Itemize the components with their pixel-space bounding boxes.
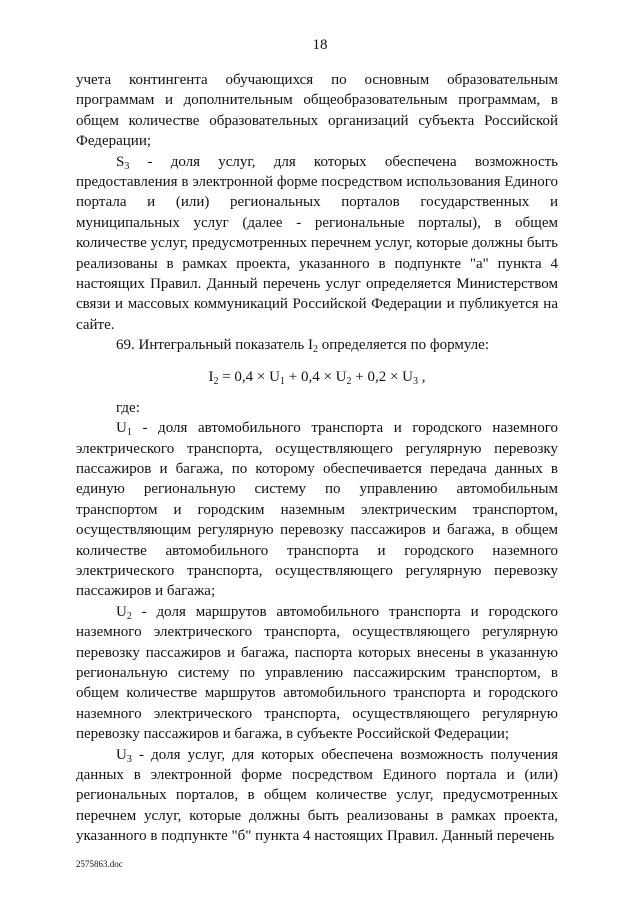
formula-term-3: + 0,2 × U (351, 368, 414, 385)
u3-subscript: 3 (126, 753, 132, 765)
u2-symbol: U (116, 603, 127, 620)
paragraph-69-heading (76, 335, 558, 355)
s3-text: - доля услуг, для которых обеспечена возможность предоставления в электронной форме посредством использования Единого портала и (или) региональных порталов государственных и муниципальных услуг (далее - региональные порталы), в общем количестве услуг, предусмотренных перечнем услуг, которые должны быть реализованы в рамках проекта, указанного в подпункте "а" пункта 4 настоящих Правил. Данный перечень услуг определяется Министерством связи и массовых коммуникаций Российской Федерации и публикуется на сайте. (76, 153, 558, 333)
u1-subscript: 1 (126, 427, 132, 439)
u2-text: - доля маршрутов автомобильного транспорта и городского наземного электрического транспорта, осуществляющего регулярную перевозку пассажиров и багажа, паспорта которых внесены в указанную региональную систему по управлению пассажирским транспортом, в общем количестве маршрутов автомобильного транспорта и городского наземного электрического транспорта, осуществляющего регулярную перевозку пассажиров и багажа, в субъекте Российской Федерации; (76, 603, 558, 743)
p69-before: 69. Интегральный показатель I (116, 337, 313, 354)
paragraph-education-continuation: учета контингента обучающихся по основным образовательным программам и дополнительным общеобразовательным программам, в общем количестве образовательных организаций субъекта Российской Федерации; (76, 72, 558, 150)
formula-i-sub: 2 (213, 375, 219, 387)
paragraph-u2-definition (76, 602, 558, 745)
u3-symbol: U (116, 746, 127, 763)
paragraph-u3-definition (76, 745, 558, 847)
integral-formula (76, 366, 558, 388)
formula-sub-1: 1 (279, 375, 285, 387)
formula-i: I (208, 368, 214, 385)
formula-term-2: + 0,4 × U (284, 368, 347, 385)
formula-sub-3: 3 (413, 375, 419, 387)
u1-text: - доля автомобильного транспорта и городского наземного электрического транспорта, осуществляющего регулярную перевозку пассажиров и багажа, по которому обеспечивается передача данных в единую региональную систему по управлению автомобильным транспортом и городским наземным электрическим транспортом, осуществляющим регулярную перевозку пассажиров и багажа, в общем количестве автомобильного транспорта и городского наземного электрического транспорта, осуществляющего регулярную перевозку пассажиров и багажа; (76, 420, 558, 600)
formula-sub-2: 2 (346, 375, 352, 387)
formula-term-4: , (418, 368, 426, 385)
page-number: 18 (312, 37, 328, 53)
s3-symbol: S (116, 153, 125, 170)
p69-after: определяется по формуле: (317, 337, 489, 354)
formula-term-1: = 0,4 × U (218, 368, 280, 385)
s3-subscript: 3 (124, 160, 130, 172)
p69-subscript: 2 (312, 344, 318, 356)
paragraph-s3-definition (76, 152, 558, 336)
paragraph-where: где: (116, 399, 140, 416)
document-body (76, 70, 558, 847)
u3-text: - доля услуг, для которых обеспечена возможность получения данных в электронной форме посредством Единого портала и (или) региональных порталов, в общем количестве услуг, предусмотренных перечнем услуг, которые должны быть реализованы в рамках проекта, указанного в подпункте "б" пункта 4 настоящих Правил. Данный перечень (76, 746, 558, 845)
paragraph-u1-definition (76, 418, 558, 602)
document-file-id: 2575863.doc (76, 859, 123, 869)
u2-subscript: 2 (126, 610, 132, 622)
u1-symbol: U (116, 420, 127, 437)
